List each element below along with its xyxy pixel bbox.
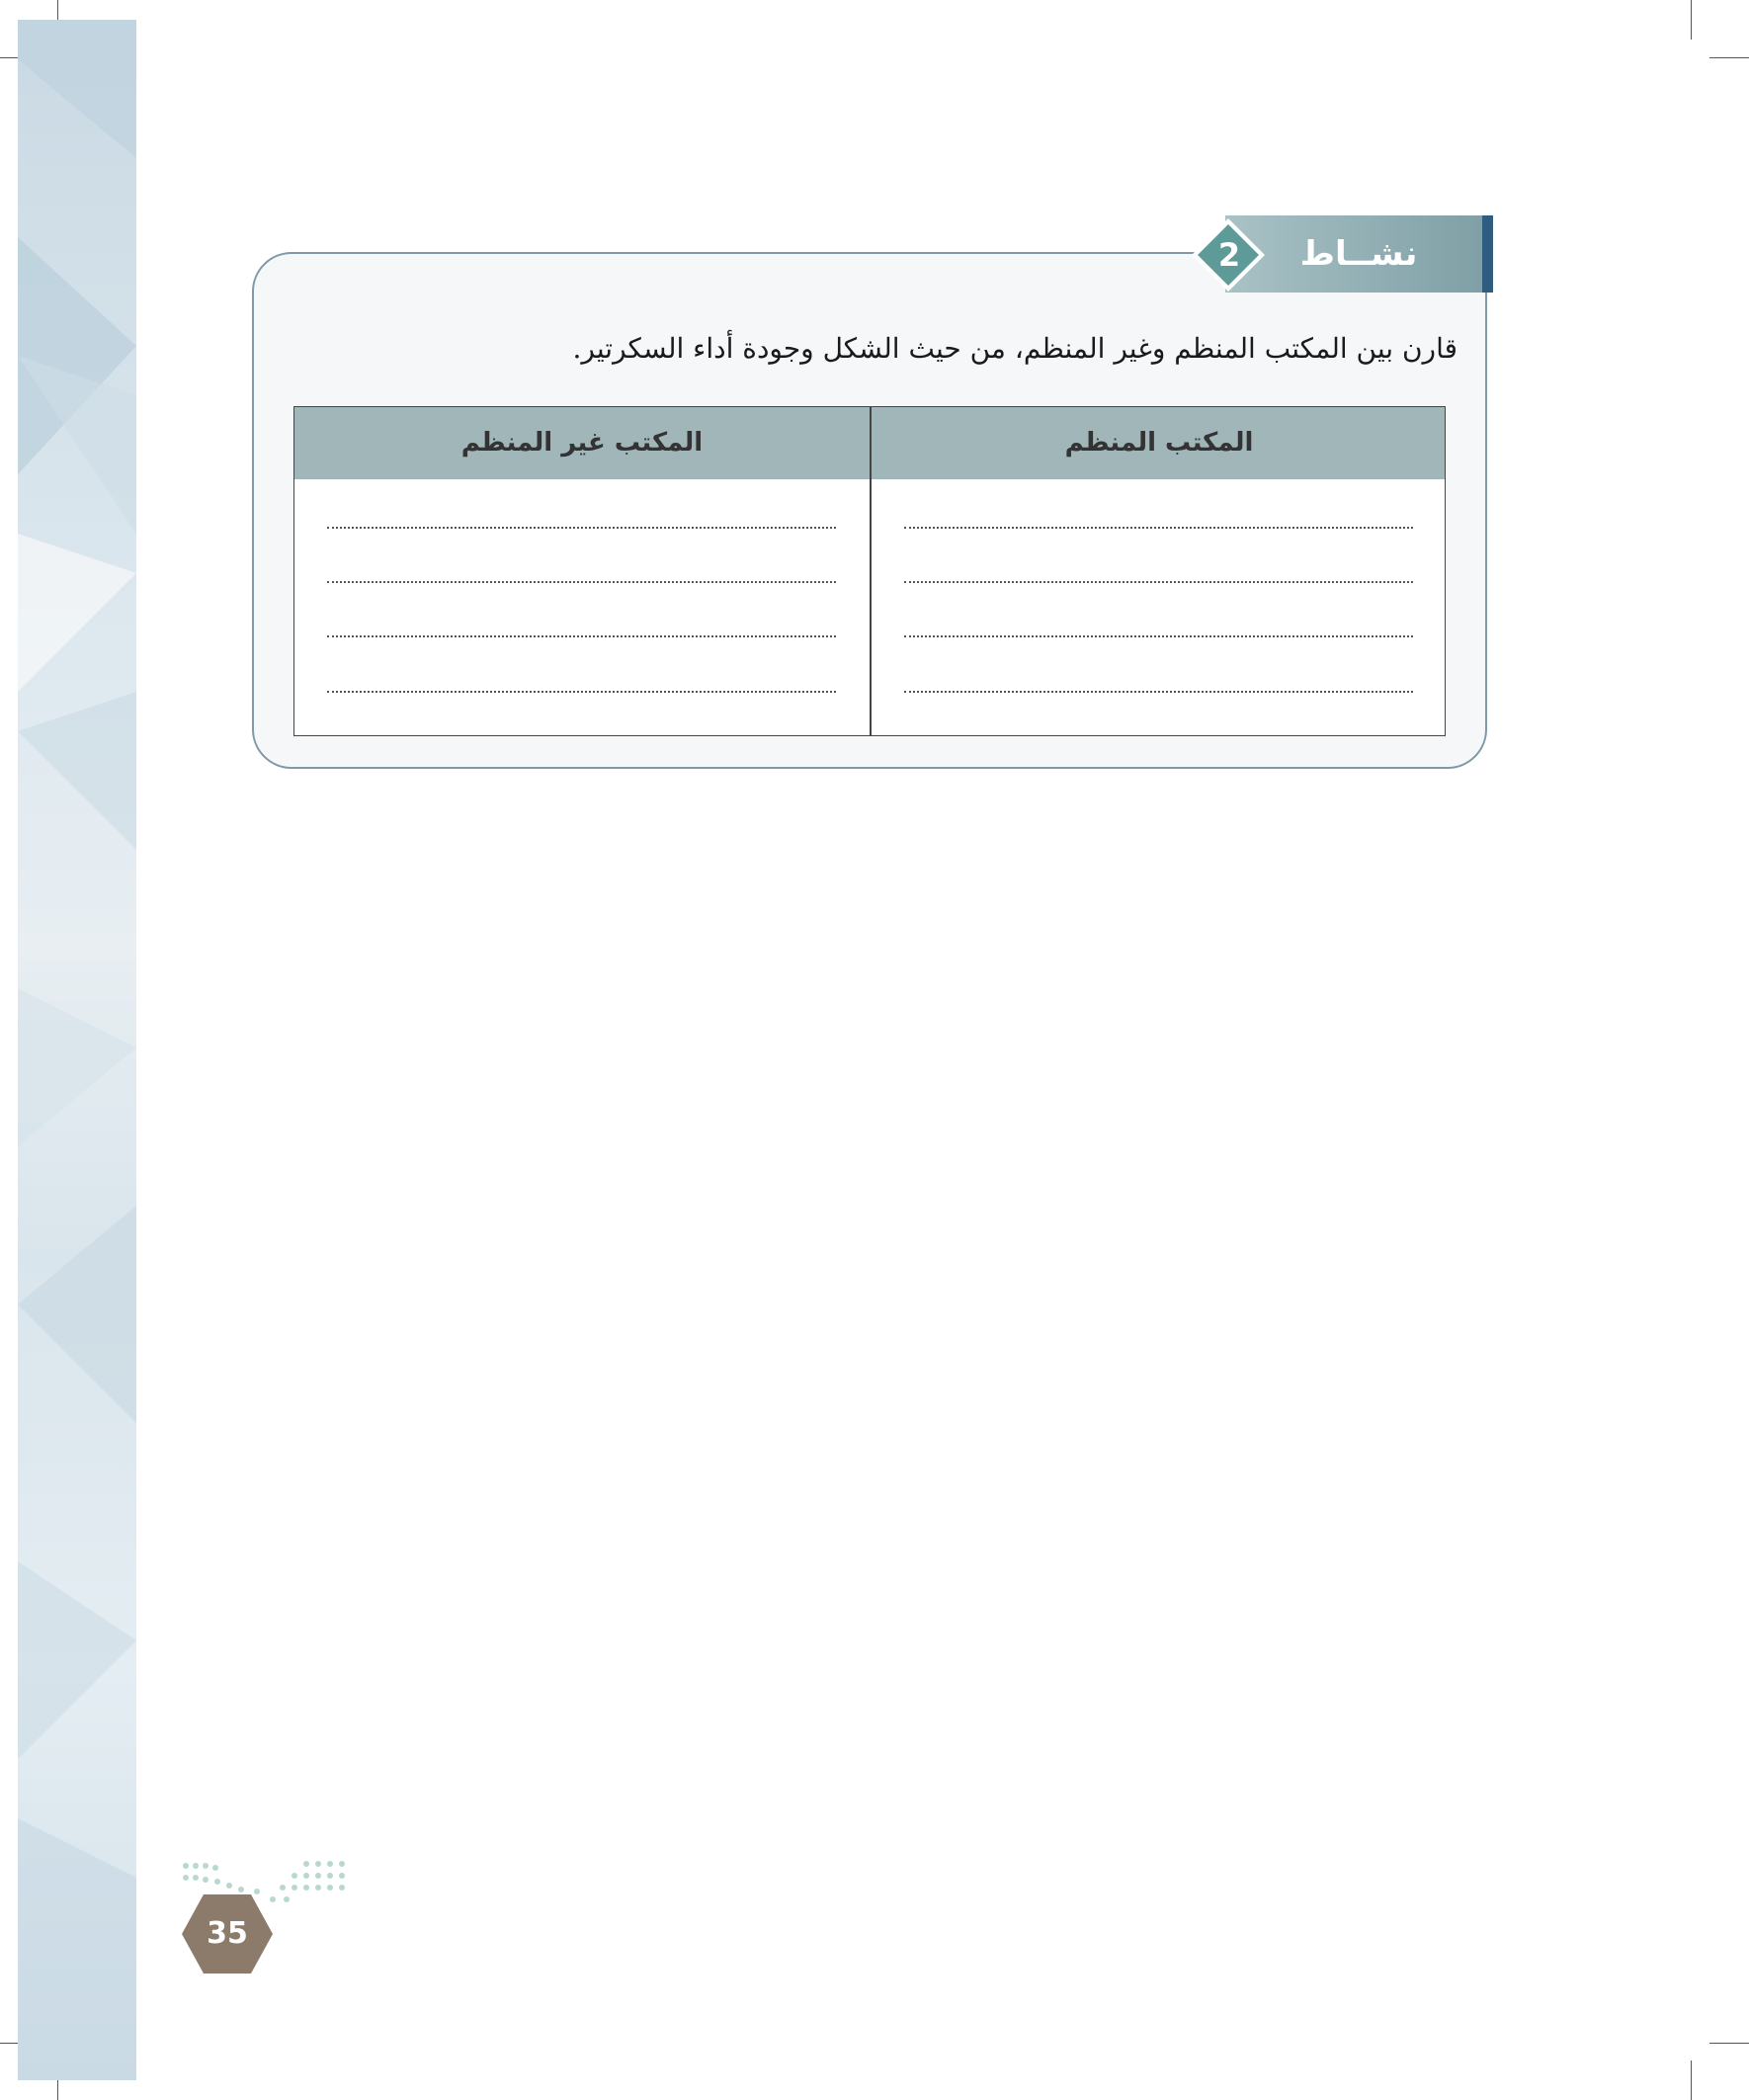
crop-mark — [1691, 2060, 1692, 2100]
header-unorganized-office: المكتب غير المنظم — [460, 428, 704, 458]
activity-tab-edge — [1482, 215, 1493, 293]
crop-mark — [1691, 0, 1692, 40]
answer-line[interactable] — [904, 527, 1413, 529]
header-organized-office: المكتب المنظم — [1064, 428, 1254, 458]
answer-line[interactable] — [904, 691, 1413, 693]
crop-mark — [1709, 2043, 1749, 2044]
answer-line[interactable] — [327, 691, 836, 693]
activity-label: نشــاط — [1299, 234, 1418, 274]
answer-line[interactable] — [904, 635, 1413, 637]
comparison-table — [293, 406, 1446, 736]
answer-line[interactable] — [327, 635, 836, 637]
instruction-text: قارن بين المكتب المنظم وغير المنظم، من حيث الشكل وجودة أداء السكرتير. — [572, 332, 1458, 365]
answer-line[interactable] — [904, 581, 1413, 583]
activity-number: 2 — [1217, 236, 1241, 274]
decorative-side-strip — [18, 20, 136, 2080]
answer-line[interactable] — [327, 527, 836, 529]
column-divider — [870, 407, 872, 735]
crop-mark — [1709, 57, 1749, 58]
answer-line[interactable] — [327, 581, 836, 583]
page-number: 35 — [207, 1916, 248, 1951]
